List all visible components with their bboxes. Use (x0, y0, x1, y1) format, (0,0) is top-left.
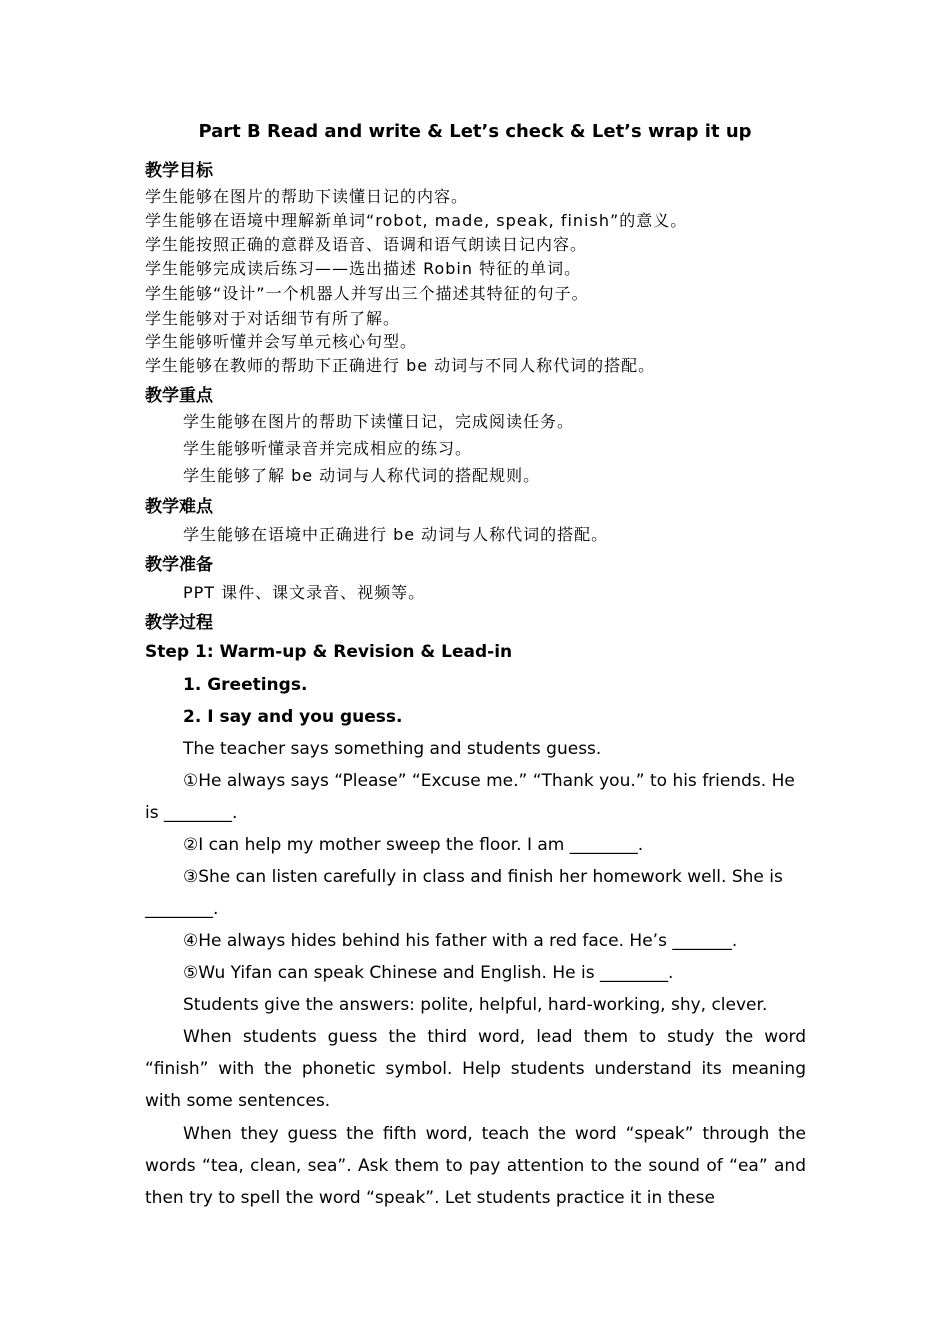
objective-item: 学生能够“设计”一个机器人并写出三个描述其特征的句子。 (145, 284, 589, 303)
objective-item: 学生能够在图片的帮助下读懂日记的内容。 (145, 187, 469, 206)
step1-title: Step 1: Warm-up & Revision & Lead-in (145, 642, 513, 662)
question-5: ⑤Wu Yifan can speak Chinese and English. He is ________. (183, 963, 674, 983)
document-title: Part B Read and write & Let’s check & Let’s wrap it up (198, 121, 752, 142)
objective-item: 学生能够听懂并会写单元核心句型。 (145, 332, 418, 351)
objective-item: 学生能按照正确的意群及语音、语调和语气朗读日记内容。 (145, 235, 588, 254)
question-1: ①He always says “Please” “Excuse me.” “Thank you.” to his friends. He (183, 771, 795, 791)
key-point-item: 学生能够在图片的帮助下读懂日记，完成阅读任务。 (183, 412, 575, 431)
key-point-item: 学生能够听懂录音并完成相应的练习。 (183, 439, 473, 458)
question-1-cont: is ________. (145, 803, 238, 823)
step1-item-greetings: 1. Greetings. (183, 675, 308, 695)
difficulty-item: 学生能够在语境中正确进行 be 动词与人称代词的搭配。 (183, 525, 609, 544)
objective-item: 学生能够在教师的帮助下正确进行 be 动词与不同人称代词的搭配。 (145, 356, 656, 375)
question-3: ③She can listen carefully in class and finish her homework well. She is (183, 867, 783, 887)
key-point-item: 学生能够了解 be 动词与人称代词的搭配规则。 (183, 466, 541, 485)
objective-item: 学生能够在语境中理解新单词“robot, made, speak, finish”的意义。 (145, 211, 688, 230)
paragraph-speak: When they guess the fifth word, teach the word “speak” through the words “tea, clean, sea”. Ask them to pay attention to the sound of “ea” and then try to spell the word “speak”. Let students practice it in these (145, 1124, 806, 1208)
preparation-item: PPT 课件、课文录音、视频等。 (183, 583, 426, 602)
question-3-cont: ________. (145, 899, 219, 919)
step1-intro: The teacher says something and students guess. (183, 739, 602, 759)
answers-line: Students give the answers: polite, helpful, hard-working, shy, clever. (183, 995, 768, 1015)
preparation-heading: 教学准备 (145, 555, 213, 575)
objectives-heading: 教学目标 (145, 161, 213, 181)
objective-item: 学生能够完成读后练习——选出描述 Robin 特征的单词。 (145, 259, 582, 278)
step1-item-guess: 2. I say and you guess. (183, 707, 403, 727)
process-heading: 教学过程 (145, 613, 213, 633)
question-2: ②I can help my mother sweep the floor. I am ________. (183, 835, 644, 855)
paragraph-finish: When students guess the third word, lead them to study the word “finish” with the phonetic symbol. Help students understand its meaning with some sentences. (145, 1027, 806, 1111)
objective-item: 学生能够对于对话细节有所了解。 (145, 309, 401, 328)
difficulties-heading: 教学难点 (145, 497, 213, 517)
question-4: ④He always hides behind his father with a red face. He’s _______. (183, 931, 738, 951)
key-points-heading: 教学重点 (145, 386, 213, 406)
